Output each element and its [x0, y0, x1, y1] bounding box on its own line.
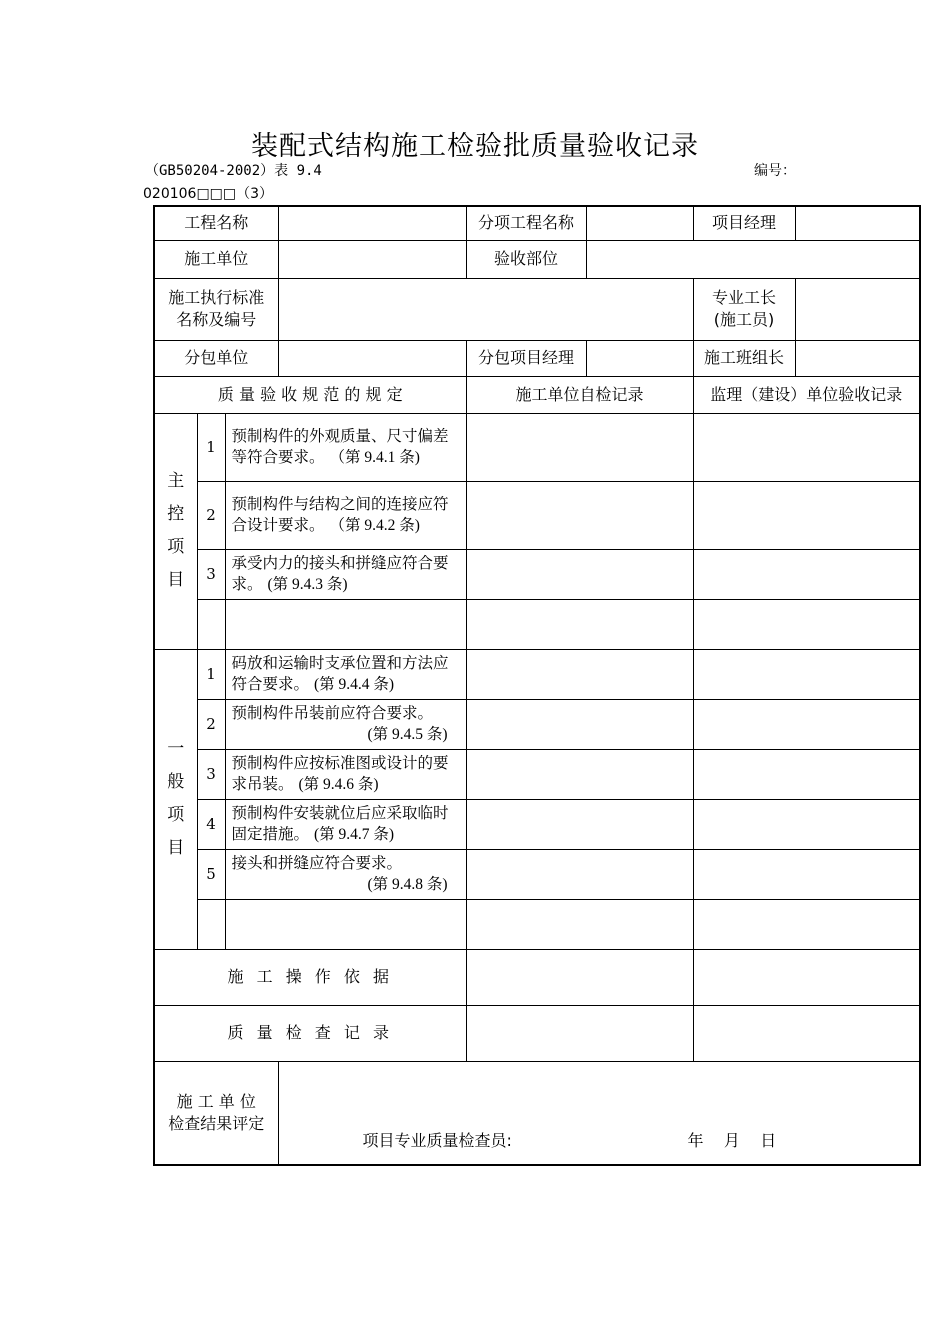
- label-operation-basis: 施 工 操 作 依 据: [154, 949, 466, 1005]
- self-check-cell[interactable]: [466, 481, 693, 549]
- standard-name-line2: 名称及编号: [176, 310, 257, 329]
- item-number-empty: [197, 899, 225, 949]
- sub-project-name-field[interactable]: [586, 206, 693, 240]
- item-number: 1: [197, 413, 225, 481]
- standard-code: （GB50204-2002）表 9.4: [145, 163, 322, 179]
- header-self-check: 施工单位自检记录: [466, 376, 693, 413]
- general-label: [154, 649, 197, 949]
- supervision-cell[interactable]: [693, 549, 920, 599]
- acceptance-part-field[interactable]: [586, 240, 920, 278]
- team-leader-field[interactable]: [795, 340, 920, 376]
- item-ref: (第 9.4.4 条): [313, 676, 395, 693]
- item-number: 3: [197, 549, 225, 599]
- item-ref: (第 9.4.6 条): [298, 776, 379, 793]
- item-text: 预制构件与结构之间的连接应符合设计要求。: [231, 495, 449, 534]
- foreman-field[interactable]: [795, 278, 920, 340]
- supervision-cell[interactable]: [693, 699, 920, 749]
- quality-record-self[interactable]: [466, 1005, 693, 1061]
- subcontract-unit-field[interactable]: [278, 340, 466, 376]
- supervision-cell[interactable]: [693, 649, 920, 699]
- general-char: 一: [167, 739, 185, 759]
- standard-name-field[interactable]: [278, 278, 693, 340]
- item-text: 预制构件吊装前应符合要求。: [231, 704, 434, 722]
- number-label: 编号：: [754, 163, 796, 179]
- acceptance-form: [153, 205, 921, 1166]
- self-check-cell[interactable]: [466, 849, 693, 899]
- item-number: 1: [197, 649, 225, 699]
- self-check-cell[interactable]: [466, 549, 693, 599]
- label-project-manager: 项目经理: [693, 206, 795, 240]
- evaluation-line1: 施 工 单 位: [176, 1091, 256, 1111]
- foreman-line2: (施工员): [713, 310, 775, 329]
- item-ref: (第 9.4.3 条): [267, 576, 348, 593]
- label-team-leader: 施工班组长: [693, 340, 795, 376]
- item-ref: (第 9.4.5 条): [367, 726, 448, 743]
- subcontract-manager-field[interactable]: [586, 340, 693, 376]
- general-char: 般: [167, 772, 185, 792]
- label-project-name: 工程名称: [154, 206, 278, 240]
- form-code: 020106□□□（3）: [143, 186, 274, 202]
- main-control-char: 目: [167, 570, 185, 590]
- item-ref: (第 9.4.8 条): [367, 876, 448, 893]
- item-text: 预制构件安装就位后应采取临时固定措施。: [231, 804, 449, 843]
- item-number: 3: [197, 749, 225, 799]
- item-number: 2: [197, 699, 225, 749]
- operation-basis-supervision[interactable]: [693, 949, 920, 1005]
- main-item-1: [225, 413, 466, 481]
- self-check-cell[interactable]: [466, 749, 693, 799]
- supervision-cell[interactable]: [693, 849, 920, 899]
- evaluation-field[interactable]: [278, 1061, 920, 1165]
- item-text: 码放和运输时支承位置和方法应符合要求。: [231, 654, 449, 693]
- self-check-cell[interactable]: [466, 413, 693, 481]
- main-item-2: [225, 481, 466, 549]
- general-item-empty[interactable]: [225, 899, 466, 949]
- general-item-2: [225, 699, 466, 749]
- general-item-3: [225, 749, 466, 799]
- construction-unit-field[interactable]: [278, 240, 466, 278]
- label-foreman: [693, 278, 795, 340]
- item-number-empty: [197, 599, 225, 649]
- foreman-line1: 专业工长: [712, 288, 777, 307]
- evaluation-line2: 检查结果评定: [168, 1113, 265, 1133]
- item-ref: （第 9.4.2 条): [329, 517, 420, 534]
- self-check-cell[interactable]: [466, 799, 693, 849]
- item-number: 5: [197, 849, 225, 899]
- item-ref: （第 9.4.1 条): [329, 449, 420, 466]
- item-number: 4: [197, 799, 225, 849]
- supervision-cell[interactable]: [693, 599, 920, 649]
- self-check-cell[interactable]: [466, 649, 693, 699]
- inspector-label: 项目专业质量检查员:: [362, 1131, 512, 1150]
- header-supervision: 监理（建设）单位验收记录: [693, 376, 920, 413]
- label-standard-name: [154, 278, 278, 340]
- general-char: 目: [167, 838, 185, 858]
- item-text: 预制构件的外观质量、尺寸偏差等符合要求。: [231, 427, 449, 466]
- main-item-empty[interactable]: [225, 599, 466, 649]
- general-char: 项: [167, 805, 185, 825]
- supervision-cell[interactable]: [693, 481, 920, 549]
- quality-record-supervision[interactable]: [693, 1005, 920, 1061]
- item-number: 2: [197, 481, 225, 549]
- item-text: 承受内力的接头和拼缝应符合要求。: [231, 554, 449, 593]
- main-item-3: [225, 549, 466, 599]
- standard-name-line1: 施工执行标准: [168, 288, 265, 307]
- header-spec: 质 量 验 收 规 范 的 规 定: [154, 376, 466, 413]
- main-control-char: 主: [167, 471, 185, 491]
- label-subcontract-manager: 分包项目经理: [466, 340, 586, 376]
- general-item-1: [225, 649, 466, 699]
- page-title: 装配式结构施工检验批质量验收记录: [251, 131, 699, 162]
- self-check-cell[interactable]: [466, 699, 693, 749]
- self-check-cell[interactable]: [466, 599, 693, 649]
- main-control-label: [154, 413, 197, 649]
- label-quality-record: 质 量 检 查 记 录: [154, 1005, 466, 1061]
- label-sub-project-name: 分项工程名称: [466, 206, 586, 240]
- supervision-cell[interactable]: [693, 749, 920, 799]
- self-check-cell[interactable]: [466, 899, 693, 949]
- supervision-cell[interactable]: [693, 413, 920, 481]
- general-item-5: [225, 849, 466, 899]
- general-item-4: [225, 799, 466, 849]
- main-control-char: 控: [167, 504, 185, 524]
- item-text: 接头和拼缝应符合要求。: [231, 854, 403, 872]
- item-ref: (第 9.4.7 条): [313, 826, 395, 843]
- label-evaluation: [154, 1061, 278, 1165]
- main-control-char: 项: [167, 537, 185, 557]
- label-construction-unit: 施工单位: [154, 240, 278, 278]
- project-name-field[interactable]: [278, 206, 466, 240]
- item-text: 预制构件应按标准图或设计的要求吊装。: [231, 754, 449, 793]
- label-subcontract-unit: 分包单位: [154, 340, 278, 376]
- project-manager-field[interactable]: [795, 206, 920, 240]
- operation-basis-self[interactable]: [466, 949, 693, 1005]
- date-label: 年 月 日: [687, 1131, 777, 1150]
- supervision-cell[interactable]: [693, 899, 920, 949]
- label-acceptance-part: 验收部位: [466, 240, 586, 278]
- supervision-cell[interactable]: [693, 799, 920, 849]
